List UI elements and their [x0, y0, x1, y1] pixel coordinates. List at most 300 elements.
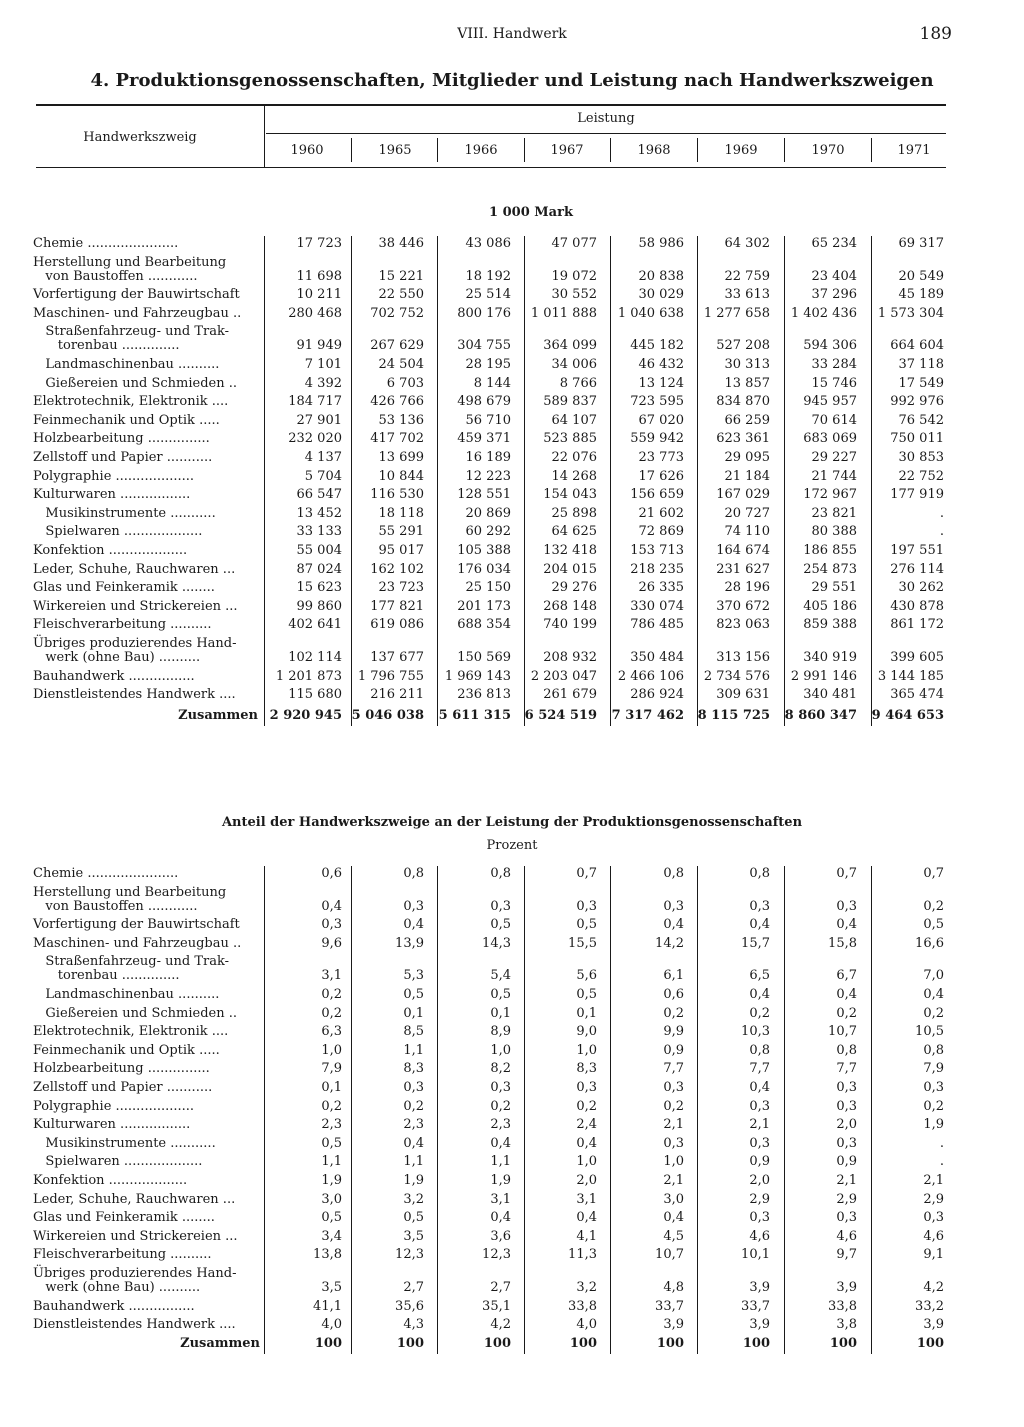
- cell-value: 4,0: [576, 1317, 597, 1333]
- cell-value: 10,7: [655, 1247, 684, 1263]
- cell-value: 17 549: [898, 375, 944, 391]
- row-label: Polygraphie ...................: [33, 468, 195, 484]
- cell-value: 498 679: [457, 394, 511, 410]
- cell-value: 0,3: [321, 917, 342, 933]
- cell-value: 33,7: [655, 1298, 684, 1314]
- column-rule: [871, 138, 872, 162]
- column-rule: [437, 866, 438, 1354]
- cell-value: 688 354: [457, 617, 511, 633]
- cell-value: 11,3: [568, 1247, 597, 1263]
- cell-value: 0,2: [403, 1098, 424, 1114]
- total-value: 100: [314, 1336, 342, 1351]
- cell-value: 5 704: [304, 468, 342, 484]
- year-header: 1967: [550, 143, 584, 158]
- cell-value: 3,5: [321, 1280, 342, 1295]
- cell-value: 276 114: [890, 561, 944, 577]
- total-value: 100: [396, 1336, 424, 1351]
- row-label: Elektrotechnik, Elektronik ....: [33, 394, 229, 410]
- cell-value: 35,1: [482, 1298, 511, 1314]
- cell-value: 66 547: [296, 487, 342, 503]
- cell-value: 33,8: [828, 1298, 857, 1314]
- cell-value: 30 853: [898, 450, 944, 465]
- column-rule: [351, 236, 352, 726]
- cell-value: 25 514: [465, 287, 511, 303]
- cell-value: 13,8: [313, 1247, 342, 1263]
- cell-value: 26 335: [638, 580, 684, 596]
- cell-value: 589 837: [543, 394, 597, 410]
- cell-value: 10,3: [741, 1024, 770, 1040]
- cell-value: 786 485: [630, 617, 684, 633]
- cell-value: 2,7: [403, 1280, 424, 1295]
- cell-value: 33 133: [296, 524, 342, 540]
- cell-value: 8 766: [559, 375, 597, 391]
- cell-value: 0,4: [403, 917, 424, 933]
- cell-value: 172 967: [803, 487, 857, 503]
- total-value: 8 860 347: [784, 708, 857, 723]
- cell-value: 0,6: [663, 987, 684, 1002]
- cell-value: 80 388: [811, 524, 857, 540]
- year-header: 1965: [378, 143, 412, 158]
- cell-value: .: [939, 1135, 944, 1151]
- cell-value: 0,9: [663, 1042, 684, 1058]
- cell-value: 9,1: [923, 1247, 944, 1263]
- cell-value: 0,5: [490, 987, 511, 1002]
- cell-value: 15 221: [378, 268, 424, 284]
- cell-value: 28 195: [465, 357, 511, 372]
- cell-value: 21 602: [638, 505, 684, 521]
- cell-value: 254 873: [803, 561, 857, 577]
- total-value: 2 920 945: [269, 708, 342, 723]
- cell-value: 156 659: [630, 487, 684, 503]
- column-rule: [610, 236, 611, 726]
- cell-value: 154 043: [543, 487, 597, 503]
- cell-value: 20 869: [465, 505, 511, 521]
- cell-value: 0,3: [923, 1210, 944, 1226]
- column-rule: [784, 866, 785, 1354]
- cell-value: 0,5: [403, 1210, 424, 1226]
- cell-value: 10,7: [828, 1024, 857, 1040]
- column-rule: [524, 138, 525, 162]
- cell-value: 1,1: [490, 1154, 511, 1170]
- cell-value: 177 821: [370, 598, 424, 614]
- row-label: Leder, Schuhe, Rauchwaren ...: [33, 561, 236, 577]
- total-value: 100: [742, 1336, 770, 1351]
- cell-value: 0,1: [403, 1005, 424, 1021]
- cell-value: 0,3: [749, 1098, 770, 1114]
- cell-value: 313 156: [716, 650, 770, 665]
- cell-value: 2,9: [836, 1191, 857, 1207]
- cell-value: 0,3: [490, 898, 511, 914]
- row-label: Herstellung und Bearbeitung: [33, 884, 227, 900]
- cell-value: 1 011 888: [530, 305, 597, 321]
- cell-value: 340 919: [803, 650, 857, 665]
- cell-value: 30 262: [898, 580, 944, 596]
- cell-value: 365 474: [890, 687, 944, 703]
- cell-value: 445 182: [630, 338, 684, 354]
- row-label: Musikinstrumente ...........: [33, 1135, 216, 1151]
- cell-value: 0,6: [321, 866, 342, 881]
- cell-value: 5,4: [490, 968, 511, 984]
- cell-value: 0,4: [836, 987, 857, 1002]
- cell-value: 8,9: [490, 1024, 511, 1040]
- column-rule: [784, 236, 785, 726]
- cell-value: 0,2: [749, 1005, 770, 1021]
- cell-value: .: [939, 524, 944, 540]
- cell-value: 2,1: [923, 1173, 944, 1188]
- cell-value: 280 468: [288, 305, 342, 321]
- cell-value: 0,8: [663, 866, 684, 881]
- cell-value: 0,2: [836, 1005, 857, 1021]
- column-rule: [784, 138, 785, 162]
- cell-value: 33 284: [811, 357, 857, 372]
- cell-value: 0,2: [923, 1005, 944, 1021]
- row-label: Wirkereien und Strickereien ...: [33, 1228, 238, 1244]
- cell-value: 16 189: [465, 450, 511, 465]
- cell-value: 0,4: [663, 917, 684, 933]
- cell-value: 7,7: [663, 1061, 684, 1077]
- row-label: torenbau ..............: [33, 338, 180, 354]
- cell-value: 619 086: [370, 617, 424, 633]
- cell-value: 0,2: [321, 1005, 342, 1021]
- cell-value: 25 150: [465, 580, 511, 596]
- cell-value: 4,6: [836, 1228, 857, 1244]
- cell-value: 8,5: [403, 1024, 424, 1040]
- cell-value: 12,3: [395, 1247, 424, 1263]
- cell-value: 6,7: [836, 968, 857, 984]
- row-label: Dienstleistendes Handwerk ....: [33, 1317, 236, 1333]
- cell-value: 430 878: [890, 598, 944, 614]
- row-label: Bauhandwerk ................: [33, 1298, 195, 1314]
- cell-value: 1 402 436: [790, 305, 857, 321]
- cell-value: 21 744: [811, 468, 857, 484]
- cell-value: 1,1: [403, 1042, 424, 1058]
- total-label: Zusammen: [178, 708, 258, 723]
- row-label: Landmaschinenbau ..........: [33, 357, 220, 372]
- row-label: Wirkereien und Strickereien ...: [33, 598, 238, 614]
- cell-value: 364 099: [543, 338, 597, 354]
- row-label: Maschinen- und Fahrzeugbau ..: [33, 305, 242, 321]
- cell-value: 64 625: [551, 524, 597, 540]
- cell-value: 7 101: [304, 357, 342, 372]
- row-label: Musikinstrumente ...........: [33, 505, 216, 521]
- cell-value: 3,2: [576, 1280, 597, 1295]
- cell-value: 0,8: [403, 866, 424, 881]
- cell-value: 164 674: [716, 543, 770, 558]
- cell-value: 7,7: [749, 1061, 770, 1077]
- cell-value: 19 072: [551, 268, 597, 284]
- cell-value: 1 573 304: [877, 305, 944, 321]
- cell-value: 2,1: [663, 1117, 684, 1133]
- cell-value: 0,4: [923, 987, 944, 1002]
- cell-value: 105 388: [457, 543, 511, 558]
- cell-value: 527 208: [716, 338, 770, 354]
- cell-value: 38 446: [378, 236, 424, 251]
- cell-value: 417 702: [370, 431, 424, 447]
- cell-value: 15,7: [741, 935, 770, 951]
- cell-value: 1 969 143: [444, 668, 511, 684]
- cell-value: 0,3: [576, 1080, 597, 1095]
- cell-value: 177 919: [890, 487, 944, 503]
- cell-value: 304 755: [457, 338, 511, 354]
- cell-value: 23 404: [811, 268, 857, 284]
- cell-value: 330 074: [630, 598, 684, 614]
- leistung-rule: [266, 133, 946, 134]
- cell-value: 861 172: [890, 617, 944, 633]
- cell-value: 0,8: [749, 866, 770, 881]
- row-label: von Baustoffen ............: [33, 898, 198, 914]
- cell-value: 8 144: [473, 375, 511, 391]
- cell-value: 0,3: [490, 1080, 511, 1095]
- cell-value: 14 268: [551, 468, 597, 484]
- cell-value: 45 189: [898, 287, 944, 303]
- cell-value: 22 076: [551, 450, 597, 465]
- column-rule: [871, 236, 872, 726]
- cell-value: 150 569: [457, 650, 511, 665]
- cell-value: 0,3: [836, 1098, 857, 1114]
- cell-value: 33,2: [915, 1298, 944, 1314]
- column-rule: [437, 138, 438, 162]
- cell-value: 4,1: [576, 1228, 597, 1244]
- cell-value: 0,5: [490, 917, 511, 933]
- cell-value: 47 077: [551, 236, 597, 251]
- row-label: Straßenfahrzeug- und Trak-: [33, 324, 230, 340]
- cell-value: 56 710: [465, 412, 511, 428]
- cell-value: 10 211: [296, 287, 342, 303]
- cell-value: 0,3: [663, 1135, 684, 1151]
- year-header: 1970: [811, 143, 845, 158]
- column-rule: [437, 236, 438, 726]
- cell-value: 2,1: [749, 1117, 770, 1133]
- column-rule: [697, 866, 698, 1354]
- cell-value: 0,5: [923, 917, 944, 933]
- cell-value: 91 949: [296, 338, 342, 354]
- cell-value: 115 680: [288, 687, 342, 703]
- cell-value: 0,3: [923, 1080, 944, 1095]
- cell-value: 2,1: [663, 1173, 684, 1188]
- column-rule: [871, 866, 872, 1354]
- cell-value: 723 595: [630, 394, 684, 410]
- cell-value: 740 199: [543, 617, 597, 633]
- cell-value: 15 746: [811, 375, 857, 391]
- year-header: 1966: [464, 143, 498, 158]
- cell-value: 9,7: [836, 1247, 857, 1263]
- cell-value: 132 418: [543, 543, 597, 558]
- cell-value: 102 114: [288, 650, 342, 665]
- cell-value: 0,8: [923, 1042, 944, 1058]
- cell-value: 945 957: [803, 394, 857, 410]
- cell-value: 0,4: [836, 917, 857, 933]
- cell-value: 17 626: [638, 468, 684, 484]
- cell-value: 426 766: [370, 394, 424, 410]
- row-label: Feinmechanik und Optik .....: [33, 1042, 220, 1058]
- cell-value: 3 144 185: [877, 668, 944, 684]
- cell-value: 0,1: [321, 1080, 342, 1095]
- row-label: Vorfertigung der Bauwirtschaft: [33, 287, 240, 303]
- cell-value: 20 838: [638, 268, 684, 284]
- cell-value: 1,1: [403, 1154, 424, 1170]
- cell-value: 0,8: [490, 866, 511, 881]
- cell-value: 350 484: [630, 650, 684, 665]
- unit-1000-mark: 1 000 Mark: [489, 205, 573, 220]
- cell-value: 4,2: [490, 1317, 511, 1333]
- cell-value: 3,6: [490, 1228, 511, 1244]
- cell-value: 0,3: [403, 898, 424, 914]
- row-label: Zellstoff und Papier ...........: [33, 1080, 213, 1095]
- row-label: torenbau ..............: [33, 968, 180, 984]
- row-label: Kulturwaren .................: [33, 1117, 191, 1133]
- cell-value: 33,8: [568, 1298, 597, 1314]
- row-label: Landmaschinenbau ..........: [33, 987, 220, 1002]
- row-label: Maschinen- und Fahrzeugbau ..: [33, 935, 242, 951]
- cell-value: 0,3: [836, 1210, 857, 1226]
- cell-value: 14,3: [482, 935, 511, 951]
- cell-value: 7,9: [321, 1061, 342, 1077]
- row-label: Spielwaren ...................: [33, 524, 203, 540]
- cell-value: 702 752: [370, 305, 424, 321]
- cell-value: 87 024: [296, 561, 342, 577]
- cell-value: 4,3: [403, 1317, 424, 1333]
- cell-value: 1 040 638: [617, 305, 684, 321]
- cell-value: 128 551: [457, 487, 511, 503]
- cell-value: 137 677: [370, 650, 424, 665]
- cell-value: 20 549: [898, 268, 944, 284]
- cell-value: 18 118: [378, 505, 424, 521]
- cell-value: 2,0: [576, 1173, 597, 1188]
- cell-value: 15 623: [296, 580, 342, 596]
- cell-value: 66 259: [724, 412, 770, 428]
- cell-value: 594 306: [803, 338, 857, 354]
- cell-value: 2 466 106: [617, 668, 684, 684]
- cell-value: 64 302: [724, 236, 770, 251]
- column-rule: [351, 866, 352, 1354]
- cell-value: 72 869: [638, 524, 684, 540]
- cell-value: 184 717: [288, 394, 342, 410]
- cell-value: 1,0: [663, 1154, 684, 1170]
- column-rule: [264, 106, 265, 168]
- cell-value: 3,9: [663, 1317, 684, 1333]
- cell-value: 3,2: [403, 1191, 424, 1207]
- row-label: Übriges produzierendes Hand-: [33, 1266, 237, 1281]
- cell-value: 2,4: [576, 1117, 597, 1133]
- page-number: 189: [919, 24, 952, 44]
- cell-value: 12 223: [465, 468, 511, 484]
- cell-value: 21 184: [724, 468, 770, 484]
- row-label: Zellstoff und Papier ...........: [33, 450, 213, 465]
- cell-value: 0,3: [749, 1210, 770, 1226]
- cell-value: 7,7: [836, 1061, 857, 1077]
- cell-value: 559 942: [630, 431, 684, 447]
- cell-value: 208 932: [543, 650, 597, 665]
- cell-value: 13,9: [395, 935, 424, 951]
- top-rule: [36, 104, 946, 106]
- cell-value: 3,9: [749, 1280, 770, 1295]
- cell-value: 405 186: [803, 598, 857, 614]
- cell-value: 3,9: [836, 1280, 857, 1295]
- cell-value: 231 627: [716, 561, 770, 577]
- unit-prozent: Prozent: [486, 838, 538, 853]
- cell-value: 6,5: [749, 968, 770, 984]
- cell-value: 2,9: [749, 1191, 770, 1207]
- total-value: 7 317 462: [611, 708, 684, 723]
- cell-value: 25 898: [551, 505, 597, 521]
- cell-value: 204 015: [543, 561, 597, 577]
- total-value: 5 611 315: [438, 708, 511, 723]
- cell-value: 17 723: [296, 236, 342, 251]
- cell-value: 1 201 873: [275, 668, 342, 684]
- total-value: 8 115 725: [697, 708, 770, 723]
- cell-value: 2 203 047: [530, 668, 597, 684]
- cell-value: 2,9: [923, 1191, 944, 1207]
- cell-value: 29 227: [811, 450, 857, 465]
- cell-value: 27 901: [296, 412, 342, 428]
- row-label: Glas und Feinkeramik ........: [33, 580, 215, 596]
- cell-value: 309 631: [716, 687, 770, 703]
- cell-value: 0,7: [576, 866, 597, 881]
- cell-value: 29 276: [551, 580, 597, 596]
- cell-value: 0,3: [663, 1080, 684, 1095]
- row-label: Konfektion ...................: [33, 543, 188, 558]
- cell-value: 13 452: [296, 505, 342, 521]
- column-rule: [351, 138, 352, 162]
- cell-value: 13 124: [638, 375, 684, 391]
- cell-value: 823 063: [716, 617, 770, 633]
- cell-value: 1 277 658: [703, 305, 770, 321]
- cell-value: 459 371: [457, 431, 511, 447]
- column-rule: [264, 236, 265, 726]
- cell-value: 218 235: [630, 561, 684, 577]
- cell-value: 22 550: [378, 287, 424, 303]
- cell-value: 76 542: [898, 412, 944, 428]
- cell-value: 8,3: [403, 1061, 424, 1077]
- cell-value: 261 679: [543, 687, 597, 703]
- cell-value: 23 821: [811, 505, 857, 521]
- cell-value: 167 029: [716, 487, 770, 503]
- row-label: Holzbearbeitung ...............: [33, 1061, 210, 1077]
- cell-value: 4,5: [663, 1228, 684, 1244]
- cell-value: 176 034: [457, 561, 511, 577]
- row-label: Bauhandwerk ................: [33, 668, 195, 684]
- cell-value: 14,2: [655, 935, 684, 951]
- cell-value: 7,0: [923, 968, 944, 984]
- total-value: 100: [829, 1336, 857, 1351]
- cell-value: 55 291: [378, 524, 424, 540]
- row-label: Leder, Schuhe, Rauchwaren ...: [33, 1191, 236, 1207]
- cell-value: 1,9: [321, 1173, 342, 1188]
- cell-value: 0,2: [576, 1098, 597, 1114]
- cell-value: 116 530: [370, 487, 424, 503]
- cell-value: 0,5: [403, 987, 424, 1002]
- cell-value: 70 614: [811, 412, 857, 428]
- section-heading: VIII. Handwerk: [457, 26, 567, 42]
- cell-value: 0,3: [836, 1135, 857, 1151]
- cell-value: 2,3: [403, 1117, 424, 1133]
- cell-value: 0,2: [321, 987, 342, 1002]
- cell-value: 186 855: [803, 543, 857, 558]
- cell-value: 0,4: [749, 1080, 770, 1095]
- cell-value: 0,2: [663, 1005, 684, 1021]
- row-label: Dienstleistendes Handwerk ....: [33, 687, 236, 703]
- cell-value: 10,5: [915, 1024, 944, 1040]
- cell-value: 2,3: [490, 1117, 511, 1133]
- cell-value: 2 734 576: [703, 668, 770, 684]
- cell-value: 99 860: [296, 598, 342, 614]
- cell-value: 41,1: [313, 1298, 342, 1314]
- section2-heading: Anteil der Handwerkszweige an der Leistung der Produktionsgenossenschaften: [221, 815, 803, 830]
- cell-value: 7,9: [923, 1061, 944, 1077]
- column-head-handwerkszweig: Handwerkszweig: [83, 130, 197, 145]
- cell-value: 10,1: [741, 1247, 770, 1263]
- cell-value: 232 020: [288, 431, 342, 447]
